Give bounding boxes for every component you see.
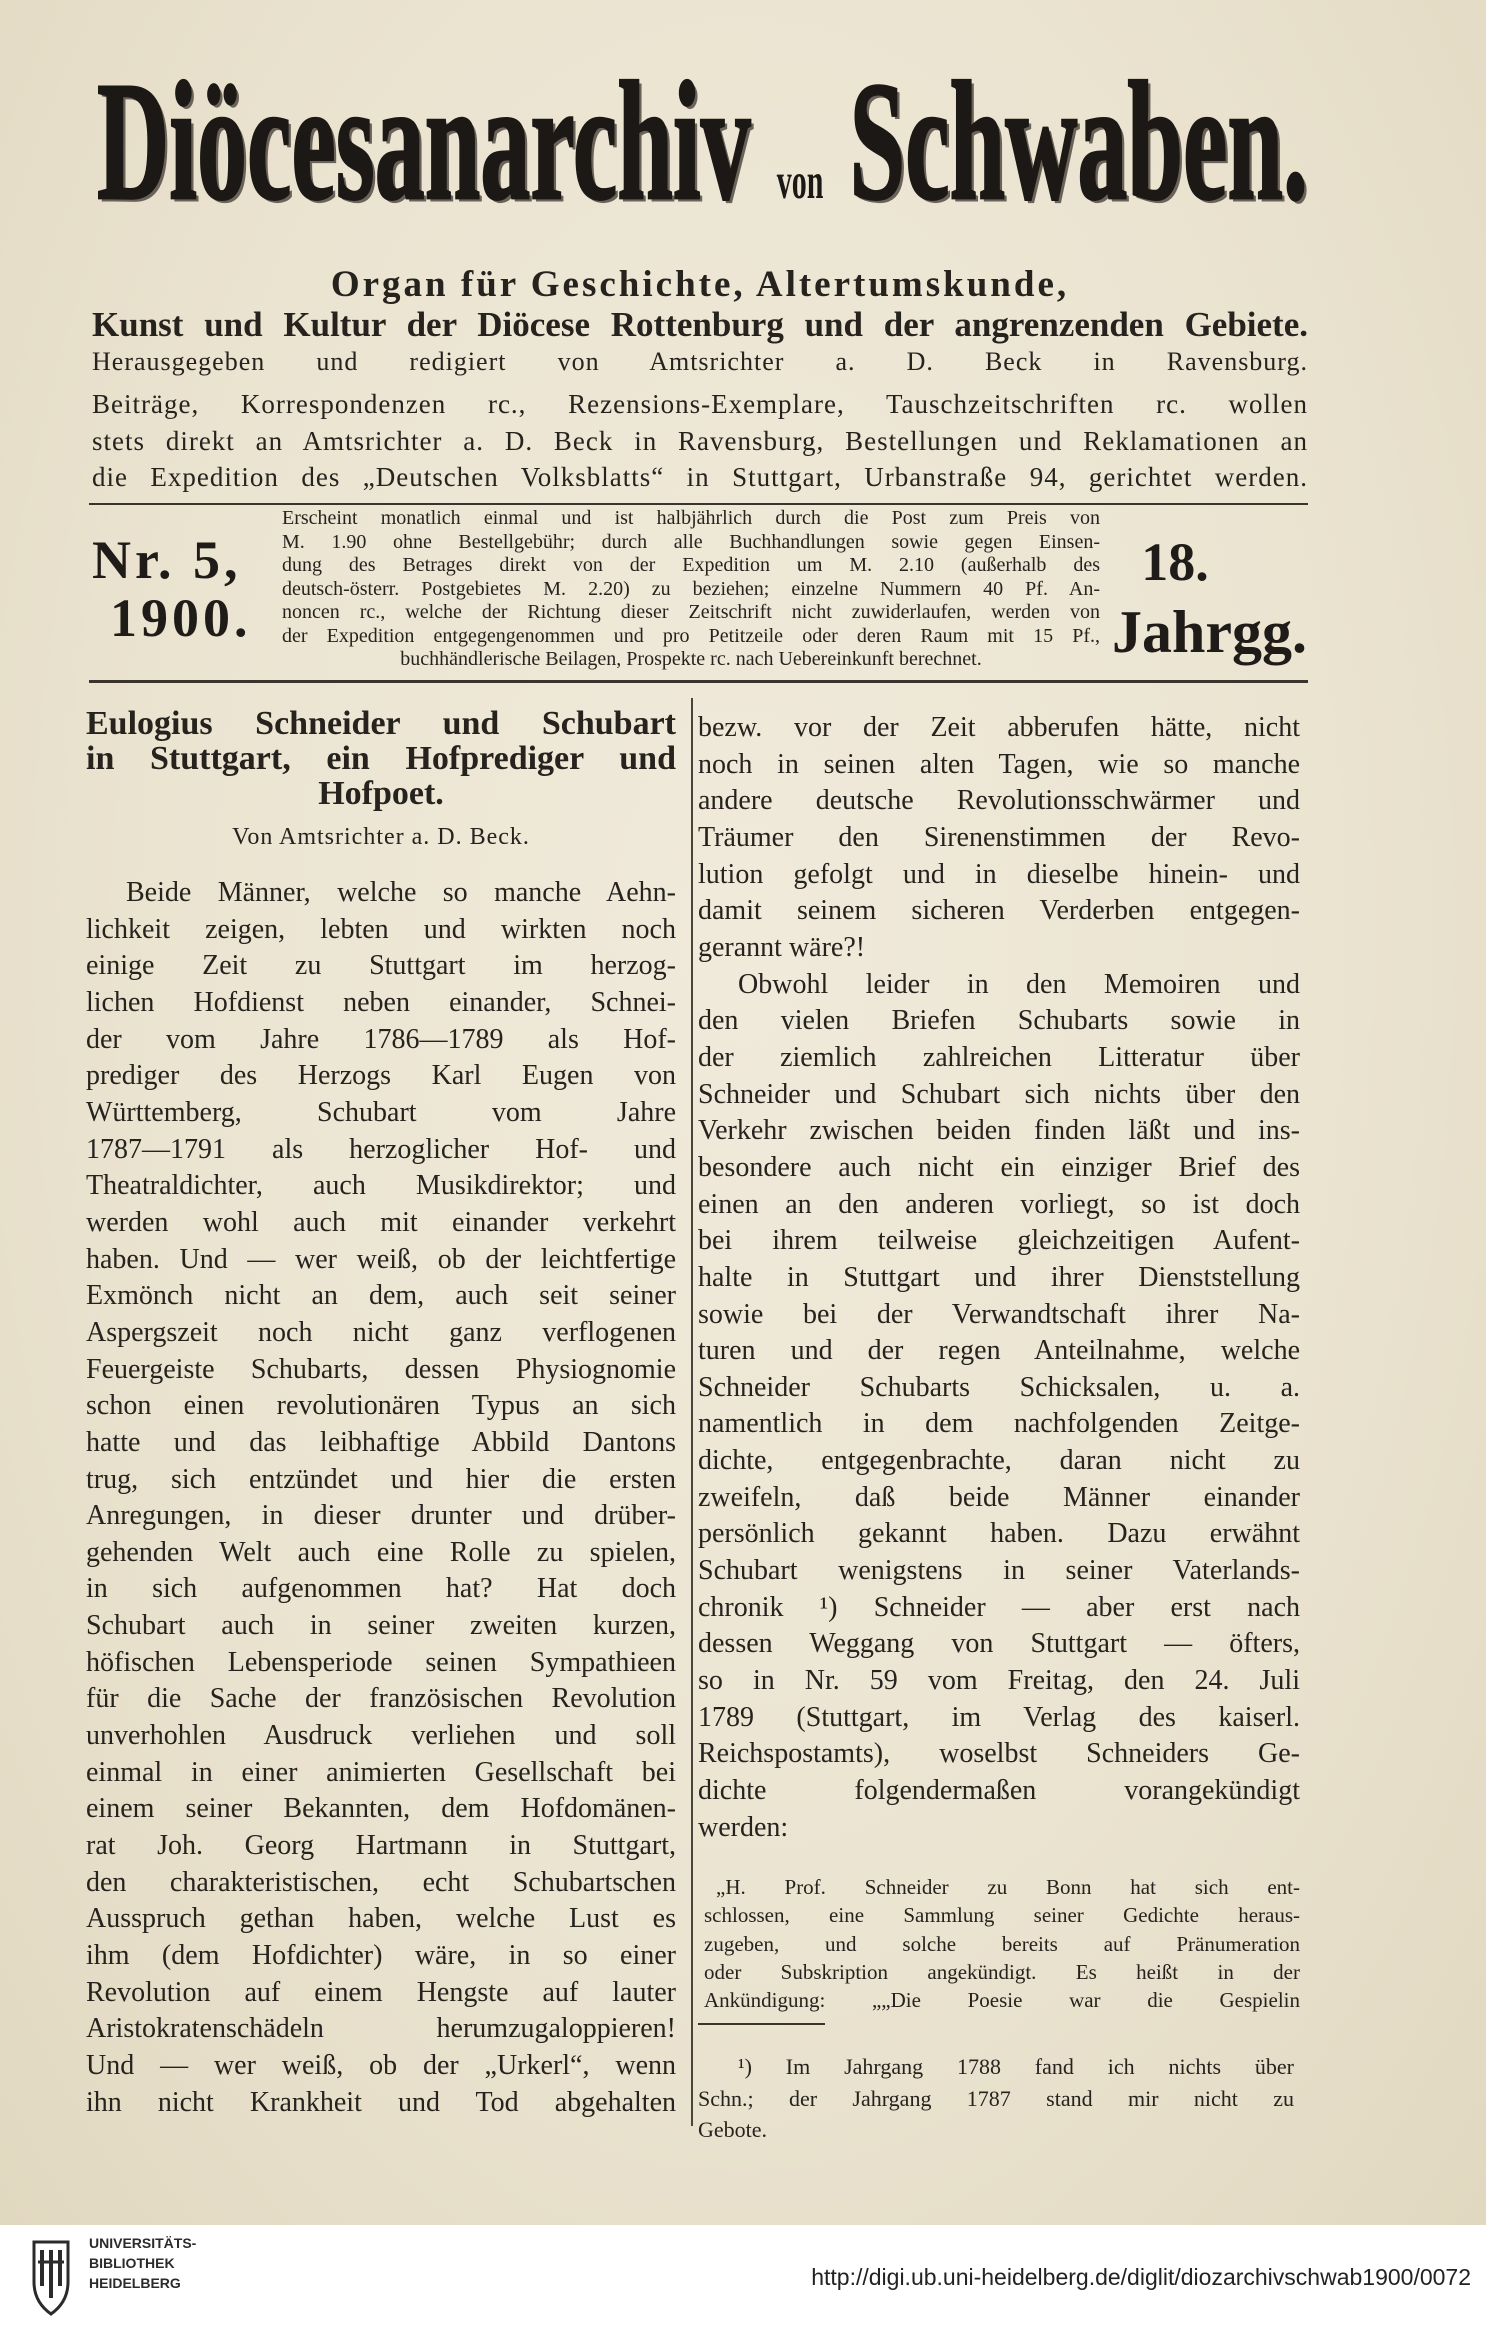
notice-line: Beiträge, Korrespondenzen rc., Rezensions-Exemplare, Tauschzeitschriften rc. wollen [92,389,1308,419]
article-title-line: Hofpoet. [318,776,444,811]
text-line: schon einen revolutionären Typus an sich [86,1390,676,1422]
notice-line: die Expedition des „Deutschen Volksblatts“ in Stuttgart, Urbanstraße 94, gerichtet werden. [92,462,1308,492]
article-title [86,706,676,811]
text-line: werden wohl auch mit einander verkehrt [86,1206,676,1238]
text-line: den charakteristischen, echt Schubartschen [86,1866,676,1898]
text-line: Träumer den Sirenenstimmen der Revo- [698,821,1300,853]
header-rule [89,503,1308,505]
quote-line: schlossen, eine Sammlung seiner Gedichte heraus- [704,1903,1300,1928]
text-line: zweifeln, daß beide Männer einander [698,1481,1300,1513]
quote-line: oder Subskription angekündigt. Es heißt in der [704,1959,1300,1984]
text-line: turen und der regen Anteilnahme, welche [698,1335,1300,1367]
masthead-subtitle: Organ für Geschichte, Altertumskunde, [330,264,1070,305]
text-line: lichkeit zeigen, lebten und wirkten noch [86,913,676,945]
text-line: hatte und das leibhaftige Abbild Dantons [86,1426,676,1458]
subscription-info [282,507,1100,672]
text-line: besondere auch nicht ein einziger Brief des [698,1151,1300,1183]
text-line: ihn nicht Krankheit und Tod abgehalten [86,2086,676,2118]
library-name [89,2233,196,2293]
notice-line: stets direkt an Amtsrichter a. D. Beck in Ravensburg, Bestellungen und Reklamationen an [92,425,1308,456]
text-line: dichte folgendermaßen vorangekündigt [698,1775,1300,1807]
subscription-line: noncen rc., welche der Richtung dieser Zeitschrift nicht zuwiderlaufen, werden von [282,601,1100,623]
text-line: andere deutsche Revolutionsschwärmer und [698,785,1300,817]
text-line: lution gefolgt und in dieselbe hinein- und [698,858,1300,890]
footnote [698,2051,1294,2146]
text-line: Feuergeiste Schubarts, dessen Physiognomie [86,1353,676,1385]
text-line: sowie bei der Verwandtschaft ihrer Na- [698,1298,1300,1330]
text-line: damit seinem sicheren Verderben entgegen- [698,895,1300,927]
text-line: unverhohlen Ausdruck verliehen und soll [86,1720,676,1752]
text-line: einem seiner Bekannten, dem Hofdomänen- [86,1793,676,1825]
text-line: dichte, entgegenbrachte, daran nicht zu [698,1445,1300,1477]
text-line: Obwohl leider in den Memoiren und [738,968,1300,1000]
volume-number: 18. [1141,532,1209,592]
text-line: bezw. vor der Zeit abberufen hätte, nicht [698,712,1300,743]
masthead-title [97,46,1308,236]
text-line: Schneider Schubarts Schicksalen, u. a. [698,1371,1300,1403]
text-line: ihm (dem Hofdichter) wäre, in so einer [86,1940,676,1972]
text-line: bei ihrem teilweise gleichzeitigen Aufent- [698,1225,1300,1257]
text-line: einmal in einer animierten Gesellschaft bei [86,1756,676,1788]
text-line: Verkehr zwischen beiden finden läßt und ins- [698,1115,1300,1147]
masthead-editor-line: Herausgegeben und redigiert von Amtsrichter a. D. Beck in Ravensburg. [92,347,1308,376]
text-line: Anregungen, in dieser drunter und drüber- [86,1500,676,1532]
masthead-title-connector: von [776,153,824,210]
text-line: halte in Stuttgart und ihrer Dienststellung [698,1261,1300,1293]
text-line: Schubart wenigstens in seiner Vaterlands- [698,1555,1300,1587]
text-line: so in Nr. 59 vom Freitag, den 24. Juli [698,1665,1300,1697]
text-line: Ausspruch gethan haben, welche Lust es [86,1903,676,1935]
subscription-line: Erscheint monatlich einmal und ist halbjährlich durch die Post zum Preis von [282,507,1100,529]
text-line: persönlich gekannt haben. Dazu erwähnt [698,1518,1300,1550]
quote-line: zugeben, und solche bereits auf Pränumeration [704,1931,1300,1956]
masthead-title-main: Diöcesanarchiv [97,46,751,236]
article-title-line: Eulogius Schneider und Schubart [86,706,676,741]
footnote-line: Schn.; der Jahrgang 1787 stand mir nicht zu [698,2085,1294,2111]
subscription-line: dung des Betrages direkt von der Expedition um M. 2.10 (außerhalb des [282,554,1100,576]
text-line: Schneider und Schubart sich nichts über den [698,1078,1300,1110]
text-line: 1787—1791 als herzoglicher Hof- und [86,1133,676,1165]
text-line: einige Zeit zu Stuttgart im herzog- [86,950,676,982]
text-line: noch in seinen alten Tagen, wie so manche [698,748,1300,780]
subscription-line: der Expedition entgegengenommen und pro Petitzeile oder deren Raum mit 15 Pf., [282,624,1100,647]
text-line: rat Joh. Georg Hartmann in Stuttgart, [86,1830,676,1862]
text-line: den vielen Briefen Schubarts sowie in [698,1005,1300,1037]
library-logo-icon [30,2236,72,2318]
text-line: gerannt wäre?! [698,931,866,963]
text-line: chronik ¹) Schneider — aber erst nach [698,1591,1300,1623]
left-column-text [86,875,676,2121]
text-line: höfischen Lebensperiode seinen Sympathieen [86,1646,676,1678]
text-line: Beide Männer, welche so manche Aehn- [126,877,676,908]
article-byline: Von Amtsrichter a. D. Beck. [232,824,530,850]
header-rule [89,680,1308,683]
text-line: 1789 (Stuttgart, im Verlag des kaiserl. [698,1701,1300,1733]
text-line: der vom Jahre 1786—1789 als Hof- [86,1023,676,1055]
masthead-subtitle: Kunst und Kultur der Diöcese Rottenburg und der angrenzenden Gebiete. [92,305,1308,344]
text-line: gehenden Welt auch eine Rolle zu spielen, [86,1536,676,1568]
masthead-title-region: Schwaben. [849,46,1308,236]
quoted-announcement [704,1873,1300,2014]
text-line: Und — wer weiß, ob der „Urkerl“, wenn [86,2050,676,2081]
issue-year: 1900. [110,588,252,648]
footnote-line: Gebote. [698,2117,768,2142]
footnote-line: ¹) Im Jahrgang 1788 fand ich nichts über [738,2054,1294,2079]
quote-line: Ankündigung: „„Die Poesie war die Gespielin [704,1988,1300,2013]
right-column-text [698,710,1300,1846]
text-line: lichen Hofdienst neben einander, Schnei- [86,986,676,1018]
library-name-line: BIBLIOTHEK [89,2255,175,2271]
subscription-line: buchhändlerische Beilagen, Prospekte rc. nach Uebereinkunft berechnet. [400,648,982,670]
text-line: Revolution auf einem Hengste auf lauter [86,1976,676,2008]
subscription-line: deutsch-österr. Postgebietes M. 2.20) zu beziehen; einzelne Nummern 40 Pf. An- [282,577,1100,600]
subscription-line: M. 1.90 ohne Bestellgebühr; durch alle Buchhandlungen sowie gegen Einsen- [282,530,1100,553]
text-line: Aristokratenschädeln herumzugaloppieren! [86,2013,676,2045]
text-line: Exmönch nicht an dem, auch seit seiner [86,1280,676,1312]
library-name-line: UNIVERSITÄTS- [89,2235,197,2251]
text-line: haben. Und — wer weiß, ob der leichtfertige [86,1243,676,1275]
text-line: einen an den anderen vorliegt, so ist doch [698,1188,1300,1220]
library-name-line: HEIDELBERG [89,2275,181,2291]
text-line: der ziemlich zahlreichen Litteratur über [698,1041,1300,1073]
quote-line: „H. Prof. Schneider zu Bonn hat sich ent- [716,1875,1300,1899]
text-line: trug, sich entzündet und hier die ersten [86,1463,676,1495]
text-line: Theatraldichter, auch Musikdirektor; und [86,1170,676,1202]
text-line: in sich aufgenommen hat? Hat doch [86,1573,676,1605]
masthead-notice [92,386,1308,496]
text-line: für die Sache der französischen Revolution [86,1683,676,1715]
article-title-line: in Stuttgart, ein Hofprediger und [86,741,676,776]
text-line: Aspergszeit noch nicht ganz verflogenen [86,1316,676,1348]
source-url: http://digi.ub.uni-heidelberg.de/diglit/diozarchivschwab1900/0072 [811,2264,1471,2290]
text-line: werden: [698,1811,789,1843]
text-line: namentlich in dem nachfolgenden Zeitge- [698,1408,1300,1440]
volume-label: Jahrgg. [1112,599,1307,665]
footnote-rule [698,2023,825,2025]
issue-number: Nr. 5, [92,530,242,590]
text-line: Schubart auch in seiner zweiten kurzen, [86,1610,676,1642]
column-divider [691,698,693,2126]
text-line: Württemberg, Schubart vom Jahre [86,1096,676,1128]
text-line: prediger des Herzogs Karl Eugen von [86,1060,676,1092]
text-line: Reichspostamts), woselbst Schneiders Ge- [698,1738,1300,1770]
text-line: dessen Weggang von Stuttgart — öfters, [698,1628,1300,1660]
